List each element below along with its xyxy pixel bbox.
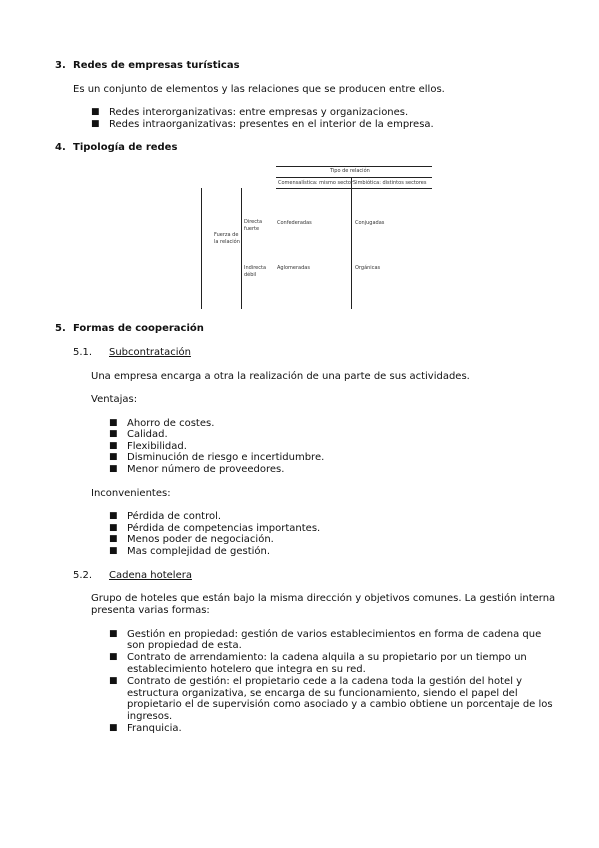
bullet-icon: ■: [109, 534, 118, 544]
list-item: Calidad.: [127, 429, 168, 440]
subsection-number: 5.1.: [73, 347, 93, 358]
bullet-icon: ■: [109, 441, 118, 451]
bullet-icon: ■: [109, 429, 118, 439]
list-item: Pérdida de control.: [127, 511, 222, 522]
bullet-icon: ■: [109, 629, 118, 639]
list-item: Contrato de arrendamiento: la cadena alquila a su propietario por un tiempo un: [127, 652, 527, 663]
section-5-title: Formas de cooperación: [73, 323, 204, 334]
disadvantages-label: Inconvenientes:: [91, 488, 171, 499]
bullet-icon: ■: [109, 676, 118, 686]
subsection-title: Cadena hotelera: [109, 570, 192, 581]
list-item: Franquicia.: [127, 723, 182, 734]
list-item: ingresos.: [127, 711, 173, 722]
list-item: Gestión en propiedad: gestión de varios establecimientos en forma de cadena que: [127, 629, 542, 640]
list-item: Ahorro de costes.: [127, 418, 215, 429]
bullet-icon: ■: [109, 452, 118, 462]
paragraph: Grupo de hoteles que están bajo la misma dirección y objetivos comunes. La gestión interna: [91, 593, 556, 604]
bullet-icon: ■: [109, 546, 118, 556]
list-item: son propiedad de esta.: [127, 640, 242, 651]
table-cell: Orgánicas: [355, 265, 381, 271]
bullet-icon: ■: [109, 523, 118, 533]
section-3-intro: Es un conjunto de elementos y las relaciones que se producen entre ellos.: [73, 84, 445, 95]
bullet-icon: ■: [109, 418, 118, 428]
list-item: Flexibilidad.: [127, 441, 187, 452]
table-col-header: Comensalística: mismo sector: [278, 180, 354, 186]
list-item: Disminución de riesgo e incertidumbre.: [127, 452, 325, 463]
bullet-icon: ■: [109, 652, 118, 662]
table-cell: Conjugadas: [355, 220, 385, 226]
list-item: Mas complejidad de gestión.: [127, 546, 271, 557]
bullet-icon: ■: [91, 107, 100, 117]
section-3-title: Redes de empresas turísticas: [73, 60, 240, 71]
bullet-icon: ■: [109, 511, 118, 521]
list-item: Menor número de proveedores.: [127, 464, 285, 475]
paragraph: presenta varias formas:: [91, 605, 210, 616]
table-row-label: Indirecta débil: [244, 265, 267, 278]
subsection-number: 5.2.: [73, 570, 93, 581]
bullet-icon: ■: [91, 119, 100, 129]
list-item: Redes intraorganizativas: presentes en el interior de la empresa.: [109, 119, 434, 130]
table-top-header: Tipo de relación: [330, 168, 370, 174]
list-item: Menos poder de negociación.: [127, 534, 274, 545]
list-item: Redes interorganizativas: entre empresas y organizaciones.: [109, 107, 409, 118]
list-item: Contrato de gestión: el propietario cede a la cadena toda la gestión del hotel y: [127, 676, 523, 687]
list-item: estructura organizativa, se encarga de su funcionamiento, siendo el papel del: [127, 688, 518, 699]
subsection-title: Subcontratación: [109, 347, 191, 358]
table-row-group-label: Fuerza de la relación: [214, 232, 240, 245]
table-cell: Confederadas: [277, 220, 312, 226]
list-item: establecimiento hotelero que integra en su red.: [127, 664, 366, 675]
table-cell: Aglomeradas: [277, 265, 310, 271]
list-item: Pérdida de competencias importantes.: [127, 523, 321, 534]
advantages-label: Ventajas:: [91, 394, 138, 405]
paragraph: Una empresa encarga a otra la realización de una parte de sus actividades.: [91, 371, 470, 382]
section-3-number: 3.: [55, 60, 66, 71]
table-col-header: Simbiótica: distintos sectores: [353, 180, 427, 186]
table-row-label: Directa fuerte: [244, 219, 263, 232]
section-5-number: 5.: [55, 323, 66, 334]
section-4-title: Tipología de redes: [73, 142, 178, 153]
bullet-icon: ■: [109, 464, 118, 474]
section-4-number: 4.: [55, 142, 66, 153]
bullet-icon: ■: [109, 723, 118, 733]
list-item: propietario el de supervisión como asociado y a cambio obtiene un porcentaje de los: [127, 699, 553, 710]
